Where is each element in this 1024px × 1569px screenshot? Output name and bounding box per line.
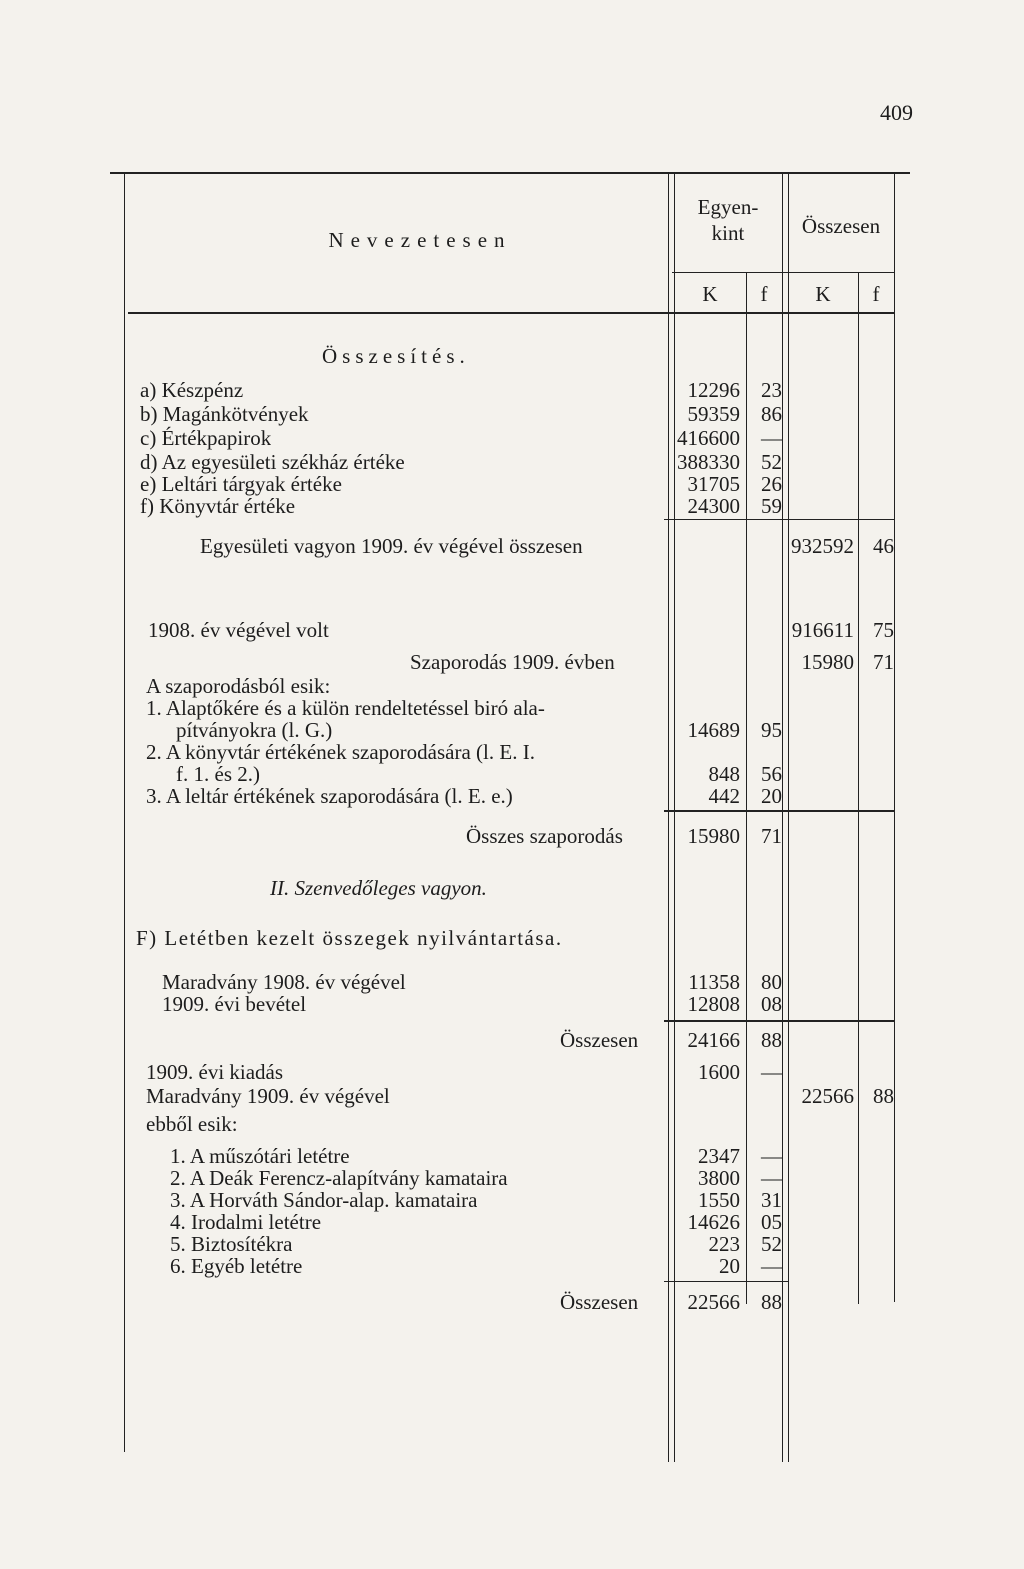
list-item — [140, 402, 896, 426]
growth-item-label1: 2. A könyvtár értékének szaporodására (l. E. I. — [146, 740, 535, 764]
item-f: 26 — [761, 472, 782, 496]
growth-item-label2: f. 1. és 2.) — [176, 762, 260, 786]
summary-title: Összesítés. — [322, 344, 470, 368]
header-col-name: Nevezetesen — [328, 228, 512, 252]
item-f: 52 — [761, 450, 782, 474]
growth-item-K: 442 — [708, 784, 740, 808]
passive-item — [140, 1232, 896, 1256]
growth-item-f: 20 — [761, 784, 782, 808]
passive-row-K: 12808 — [687, 992, 740, 1016]
passive-item-f: — — [761, 1254, 782, 1278]
passive-item-label: 6. Egyéb letétre — [170, 1254, 303, 1278]
summary-total-row — [140, 534, 896, 558]
passive-subtotal-label: Összesen — [560, 1028, 639, 1052]
growth-item — [140, 740, 896, 764]
header-each-f: f — [760, 282, 768, 306]
header-col-each-line2: kint — [711, 221, 745, 245]
summary-growth-f: 71 — [873, 650, 894, 674]
rule-after-growth-items — [664, 810, 894, 812]
item-f: 86 — [761, 402, 782, 426]
growth-total-f: 71 — [761, 824, 782, 848]
passive-row-K: 11358 — [688, 970, 740, 994]
header-total-K: K — [815, 282, 831, 306]
passive-row-label: Maradvány 1908. év végével — [162, 970, 406, 994]
rule-before-total — [664, 1281, 788, 1282]
passive-item-label: 1. A műszótári letétre — [170, 1144, 350, 1168]
passive-total-K: 22566 — [687, 1290, 740, 1314]
header-col-each-line1: Egyen- — [697, 195, 759, 219]
growth-item-f: 56 — [761, 762, 782, 786]
passive-expense-row — [140, 1060, 896, 1084]
passive-remainder-label: Maradvány 1909. év végével — [146, 1084, 390, 1108]
passive-item — [140, 1188, 896, 1212]
passive-item-K: 223 — [708, 1232, 740, 1256]
passive-subtotal-K: 24166 — [687, 1028, 740, 1052]
item-label: b) Magánkötvények — [140, 402, 309, 426]
header-col-each — [674, 194, 782, 246]
growth-item — [140, 718, 896, 742]
item-K: 416600 — [677, 426, 740, 450]
summary-prev-K: 916611 — [791, 618, 854, 642]
item-K: 12296 — [687, 378, 740, 402]
summary-growth-row — [140, 650, 896, 674]
growth-split-label: A szaporodásból esik: — [146, 674, 331, 698]
item-f: 59 — [761, 494, 782, 518]
summary-total-label: Egyesületi vagyon 1909. év végével összesen — [200, 534, 583, 558]
growth-total-K: 15980 — [687, 824, 740, 848]
passive-title: II. Szenvedőleges vagyon. — [270, 876, 487, 900]
growth-item-f: 95 — [761, 718, 782, 742]
page-number: 409 — [880, 100, 913, 125]
growth-item — [140, 696, 896, 720]
passive-item — [140, 1166, 896, 1190]
summary-prev-row — [140, 618, 896, 642]
growth-item-K: 14689 — [687, 718, 740, 742]
passive-remainder-K: 22566 — [801, 1084, 854, 1108]
passive-item — [140, 1210, 896, 1234]
passive-split-label: ebből esik: — [146, 1112, 238, 1136]
passive-item-label: 2. A Deák Ferencz-alapítvány kamataira — [170, 1166, 508, 1190]
passive-total-f: 88 — [761, 1290, 782, 1314]
passive-row — [140, 992, 896, 1016]
passive-row — [140, 970, 896, 994]
item-label: c) Értékpapirok — [140, 426, 272, 450]
passive-item-K: 3800 — [698, 1166, 740, 1190]
item-K: 59359 — [687, 402, 740, 426]
item-K: 388330 — [677, 450, 740, 474]
passive-split-row — [140, 1112, 896, 1136]
passive-item-label: 3. A Horváth Sándor-alap. kamataira — [170, 1188, 478, 1212]
header-total-f: f — [872, 282, 880, 306]
passive-subtotal-row — [140, 1028, 896, 1052]
summary-prev-label: 1908. év végével volt — [148, 618, 329, 642]
growth-item — [140, 762, 896, 786]
growth-item-label1: 3. A leltár értékének szaporodására (l. E. e.) — [146, 784, 513, 808]
list-item — [140, 494, 896, 518]
table-top-rule — [110, 172, 910, 174]
item-label: e) Leltári tárgyak értéke — [140, 472, 342, 496]
passive-total-label: Összesen — [560, 1290, 639, 1314]
item-K: 24300 — [687, 494, 740, 518]
passive-item-K: 14626 — [687, 1210, 740, 1234]
item-label: a) Készpénz — [140, 378, 244, 402]
growth-item-label1: 1. Alaptőkére és a külön rendeltetéssel biró ala- — [146, 696, 545, 720]
passive-item-K: 20 — [719, 1254, 740, 1278]
item-label: d) Az egyesületi székház értéke — [140, 450, 405, 474]
growth-item-label2: pítványokra (l. G.) — [176, 718, 333, 742]
header-col-total: Összesen — [801, 214, 881, 238]
passive-item-K: 2347 — [698, 1144, 740, 1168]
rule-after-items — [664, 519, 894, 520]
item-f: — — [761, 426, 782, 450]
rule-before-subtotal — [664, 1020, 894, 1022]
summary-prev-f: 75 — [873, 618, 894, 642]
passive-remainder-f: 88 — [873, 1084, 894, 1108]
passive-item-f: 52 — [761, 1232, 782, 1256]
passive-item-f: — — [761, 1144, 782, 1168]
passive-total-row — [140, 1290, 896, 1314]
growth-item — [140, 784, 896, 808]
growth-total-row — [140, 824, 896, 848]
item-f: 23 — [761, 378, 782, 402]
list-item — [140, 378, 896, 402]
growth-total-label: Összes szaporodás — [466, 824, 623, 848]
summary-total-f: 46 — [873, 534, 894, 558]
passive-item-f: 05 — [761, 1210, 782, 1234]
header-sub-rule — [672, 272, 894, 273]
passive-row-f: 80 — [761, 970, 782, 994]
item-K: 31705 — [687, 472, 740, 496]
passive-item-label: 5. Biztosítékra — [170, 1232, 293, 1256]
summary-total-K: 932592 — [791, 534, 854, 558]
passive-remainder-row — [140, 1084, 896, 1108]
passive-subtitle: F) Letétben kezelt összegek nyilvántartása. — [136, 926, 563, 950]
passive-item — [140, 1254, 896, 1278]
summary-growth-K: 15980 — [801, 650, 854, 674]
passive-row-label: 1909. évi bevétel — [162, 992, 307, 1016]
list-item — [140, 450, 896, 474]
left-border — [124, 172, 125, 1452]
item-label: f) Könyvtár értéke — [140, 494, 296, 518]
list-item — [140, 426, 896, 450]
header-bottom-rule — [128, 312, 894, 314]
passive-item-f: — — [761, 1166, 782, 1190]
passive-subtotal-f: 88 — [761, 1028, 782, 1052]
passive-item-K: 1550 — [698, 1188, 740, 1212]
growth-split-label-row — [140, 674, 896, 698]
growth-item-K: 848 — [708, 762, 740, 786]
passive-expense-f: — — [761, 1060, 782, 1084]
list-item — [140, 472, 896, 496]
passive-item-label: 4. Irodalmi letétre — [170, 1210, 322, 1234]
summary-growth-label: Szaporodás 1909. évben — [410, 650, 615, 674]
passive-expense-K: 1600 — [698, 1060, 740, 1084]
passive-row-f: 08 — [761, 992, 782, 1016]
passive-item — [140, 1144, 896, 1168]
header-each-K: K — [702, 282, 718, 306]
passive-expense-label: 1909. évi kiadás — [146, 1060, 284, 1084]
passive-item-f: 31 — [761, 1188, 782, 1212]
